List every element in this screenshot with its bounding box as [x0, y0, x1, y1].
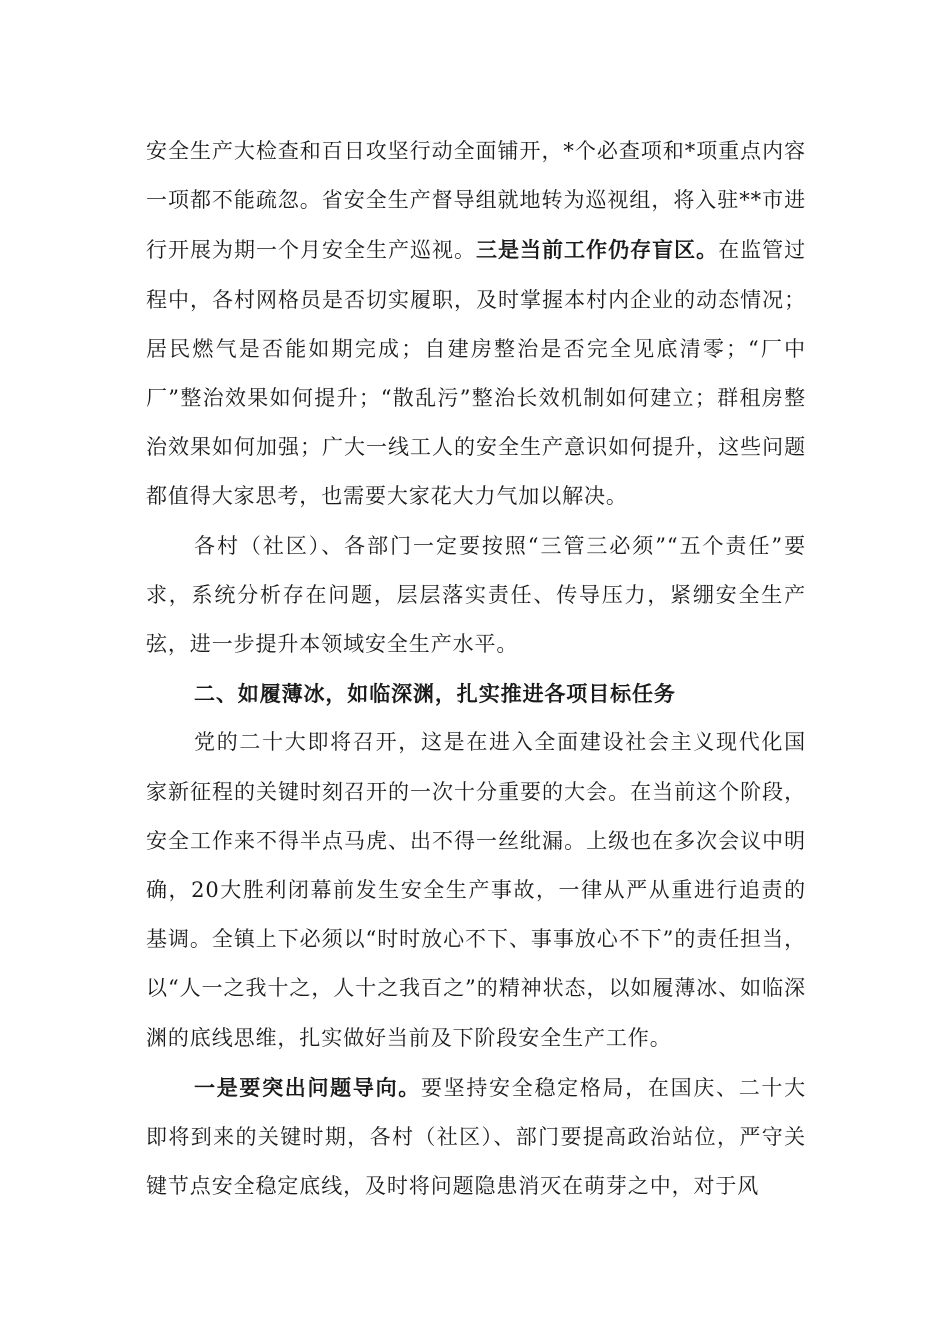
bold-phrase-blind-spots: 三是当前工作仍存盲区。: [476, 237, 719, 263]
paragraph-congress: 党的二十大即将召开，这是在进入全面建设社会主义现代化国家新征程的关键时刻召开的一次十分重要的大会。在当前这个阶段，安全工作来不得半点马虎、出不得一丝纰漏。上级也在多次会议中明确，20大胜利闭幕前发生安全生产事故，一律从严从重进行追责的基调。全镇上下必须以“时时放心不下、事事放心不下”的责任担当，以“人一之我十之，人十之我百之”的精神状态，以如履薄冰、如临深渊的底线思维，扎实做好当前及下阶段安全生产工作。: [146, 730, 806, 1050]
paragraph-blind-spots: [146, 127, 806, 522]
paragraph-text: 要坚持安全稳定格局，在国庆、二十大即将到来的关键时期，各村（社区）、部门要提高政治站位，严守关键节点安全稳定底线，及时将问题隐患消灭在萌芽之中，对于风: [146, 1075, 806, 1199]
paragraph-text: 在监管过程中，各村网格员是否切实履职，及时掌握本村内企业的动态情况；居民燃气是否能如期完成；自建房整治是否完全见底清零；“厂中厂”整治效果如何提升；“散乱污”整治长效机制如何建立；群租房整治效果如何加强；广大一线工人的安全生产意识如何提升，这些问题都值得大家思考，也需要大家花大力气加以解决。: [146, 238, 806, 509]
paragraph-problem-orientation: [146, 1063, 806, 1212]
paragraph-text: 安全生产大检查和百日攻坚行动全面铺开，*个必查项和*项重点内容一项都不能疏忽。省安全生产督导组就地转为巡视组，将入驻**市进行开展为期一个月安全生产巡视。: [146, 139, 806, 263]
paragraph-responsibility: 各村（社区）、各部门一定要按照“三管三必须”“五个责任”要求，系统分析存在问题，层层落实责任、传导压力，紧绷安全生产弦，进一步提升本领域安全生产水平。: [146, 533, 806, 657]
section-heading: 二、如履薄冰，如临深渊，扎实推进各项目标任务: [194, 681, 676, 707]
document-body: [146, 127, 806, 1211]
bold-phrase-problem-orientation: 一是要突出问题导向。: [194, 1074, 421, 1100]
